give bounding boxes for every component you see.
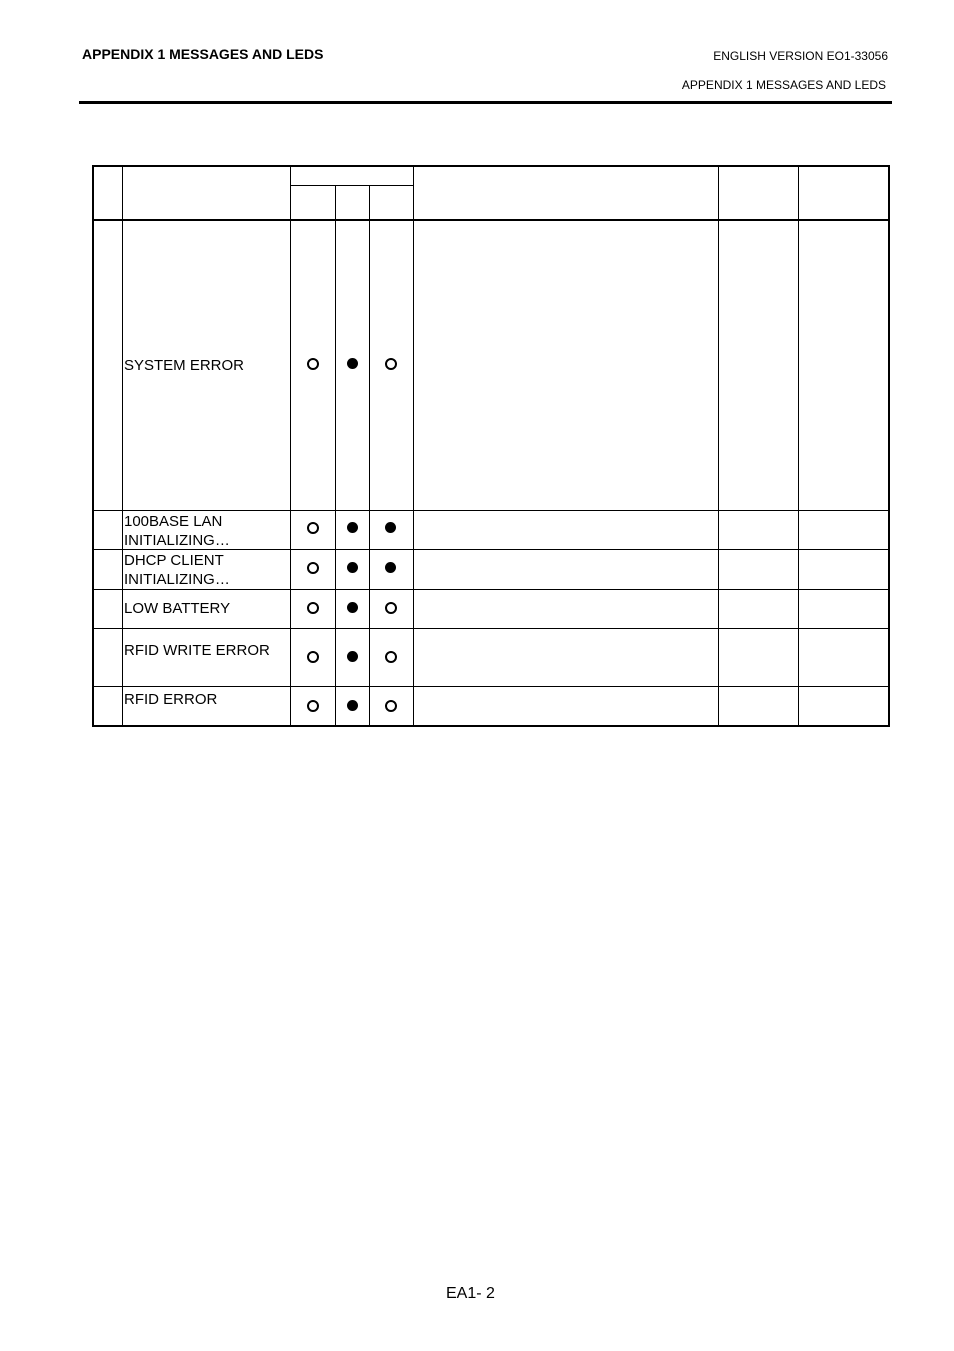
led-indicator <box>347 562 358 573</box>
messages-table <box>92 165 890 727</box>
row-divider <box>94 686 888 687</box>
led-indicator <box>347 358 358 369</box>
led-indicator <box>385 700 397 712</box>
led-indicator <box>385 562 396 573</box>
row-message: 100BASE LAN INITIALIZING… <box>124 513 230 549</box>
row-message: RFID ERROR <box>124 691 218 708</box>
led-indicator <box>385 651 397 663</box>
led-indicator <box>385 522 396 533</box>
page-number: EA1- 2 <box>446 1285 495 1302</box>
led-indicator <box>307 358 319 370</box>
col-divider <box>335 185 336 725</box>
led-indicator <box>307 651 319 663</box>
row-divider <box>94 589 888 590</box>
led-indicator <box>347 522 358 533</box>
row-message: DHCP CLIENT INITIALIZING… <box>124 552 230 588</box>
header-rule <box>79 101 892 104</box>
col-divider <box>798 167 799 725</box>
led-indicator <box>307 700 319 712</box>
col-divider <box>413 167 414 725</box>
section-title: APPENDIX 1 MESSAGES AND LEDS <box>82 46 324 62</box>
led-indicator <box>385 602 397 614</box>
row-divider <box>94 628 888 629</box>
led-indicator <box>307 522 319 534</box>
row-divider <box>94 510 888 511</box>
header-bottom-rule <box>94 219 888 221</box>
header-subrule <box>290 185 414 186</box>
col-divider <box>122 167 123 725</box>
col-divider <box>718 167 719 725</box>
col-divider <box>369 185 370 725</box>
led-indicator <box>347 651 358 662</box>
led-indicator <box>307 562 319 574</box>
row-message: LOW BATTERY <box>124 600 231 617</box>
running-title: APPENDIX 1 MESSAGES AND LEDS <box>681 78 886 92</box>
led-indicator <box>347 700 358 711</box>
col-divider <box>290 167 291 725</box>
row-message: RFID WRITE ERROR <box>124 642 270 659</box>
led-indicator <box>307 602 319 614</box>
led-indicator <box>385 358 397 370</box>
version-label: ENGLISH VERSION EO1-33056 <box>713 49 888 63</box>
led-indicator <box>347 602 358 613</box>
row-message: SYSTEM ERROR <box>124 357 245 374</box>
